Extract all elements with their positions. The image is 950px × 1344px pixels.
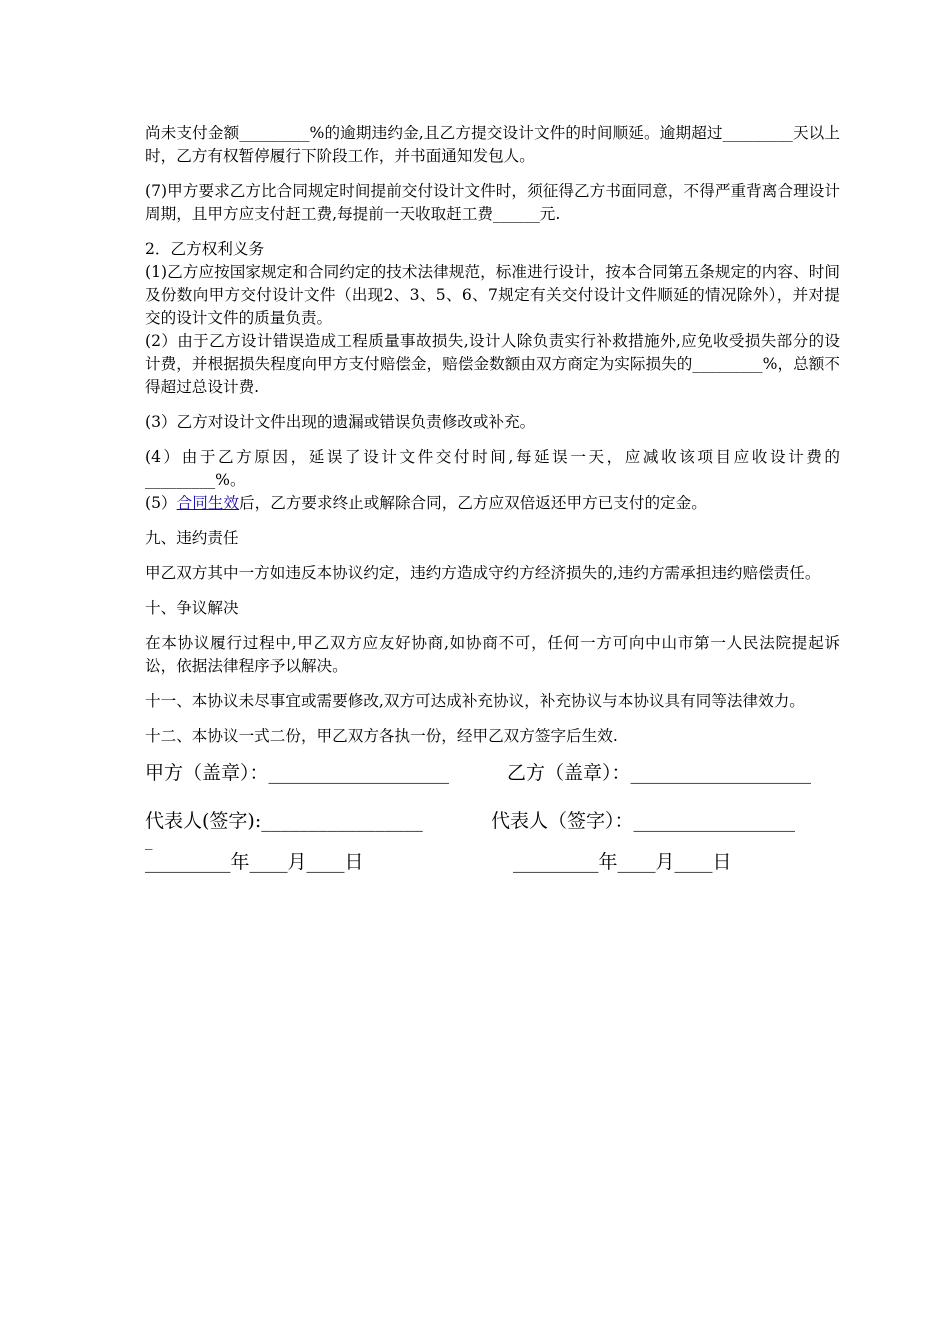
party-b-date: _________年____月____日: [513, 851, 732, 873]
contract-effective-link[interactable]: 合同生效: [176, 494, 239, 512]
section-9-title: 九、违约责任: [145, 529, 239, 547]
party-a-seal: 甲方（盖章）：___________________: [145, 762, 450, 784]
section-10-body: 在本协议履行过程中,甲乙双方应友好协商,如协商不可，任何一方可向中山市第一人民法院提起诉讼，依据法律程序予以解决。: [145, 634, 840, 675]
section-10-title: 十、争议解决: [145, 599, 239, 617]
contract-page: [145, 122, 840, 876]
date-row: [145, 848, 840, 876]
stray-underscore: _: [145, 832, 153, 850]
party-b-representative: 代表人（签字）：_________________: [491, 810, 796, 832]
section-9-body: 甲乙双方其中一方如违反本协议约定，违约方造成守约方经济损失的,违约方需承担违约赔偿责任。: [145, 564, 821, 582]
seal-row: [145, 760, 840, 786]
section-11: 十一、本协议未尽事宜或需要修改,双方可达成补充协议，补充协议与本协议具有同等法律效力。: [145, 692, 805, 710]
party-b-seal: 乙方（盖章）：___________________: [507, 762, 812, 784]
party-a-date: _________年____月____日: [145, 851, 364, 873]
clause-b-2: (2）由于乙方设计错误造成工程质量事故损失,设计人除负责实行补救措施外,应免收受损失部分的设计费，并根据损失程度向甲方支付赔偿金，赔偿金数额由双方商定为实际损失的_________%，总额不得超过总设计费.: [145, 332, 840, 396]
clause-b-3: (3）乙方对设计文件出现的遗漏或错误负责修改或补充。: [145, 413, 536, 431]
clause-b-4: (4）由于乙方原因，延误了设计文件交付时间,每延误一天，应减收该项目应收设计费的_________%。: [145, 448, 840, 489]
clause-b-5-prefix: (5）: [145, 494, 177, 512]
representative-row: [145, 808, 840, 834]
overdue-penalty-paragraph: 尚未支付金额_________%的逾期违约金,且乙方提交设计文件的时间顺延。逾期超过_________天以上时，乙方有权暂停履行下阶段工作，并书面通知发包人。: [145, 124, 840, 165]
section-12: 十二、本协议一式二份，甲乙双方各执一份，经甲乙双方签字后生效.: [145, 727, 618, 745]
party-a-representative: 代表人(签字):_________________: [145, 810, 423, 832]
clause-item-7: (7)甲方要求乙方比合同规定时间提前交付设计文件时，须征得乙方书面同意，不得严重背离合理设计周期，且甲方应支付赶工费,每提前一天收取赶工费______元.: [145, 182, 840, 223]
clause-b-5-suffix: 后，乙方要求终止或解除合同，乙方应双倍返还甲方已支付的定金。: [239, 494, 707, 512]
clause-b-5: [145, 492, 840, 515]
heading-party-b-rights: 2．乙方权利义务: [145, 240, 265, 258]
clause-b-1: (1)乙方应按国家规定和合同约定的技术法律规范，标准进行设计，按本合同第五条规定的内容、时间及份数向甲方交付设计文件（出现2、3、5、6、7规定有关交付设计文件顺延的情况除外），并对提交的设计文件的质量负责。: [145, 263, 840, 327]
